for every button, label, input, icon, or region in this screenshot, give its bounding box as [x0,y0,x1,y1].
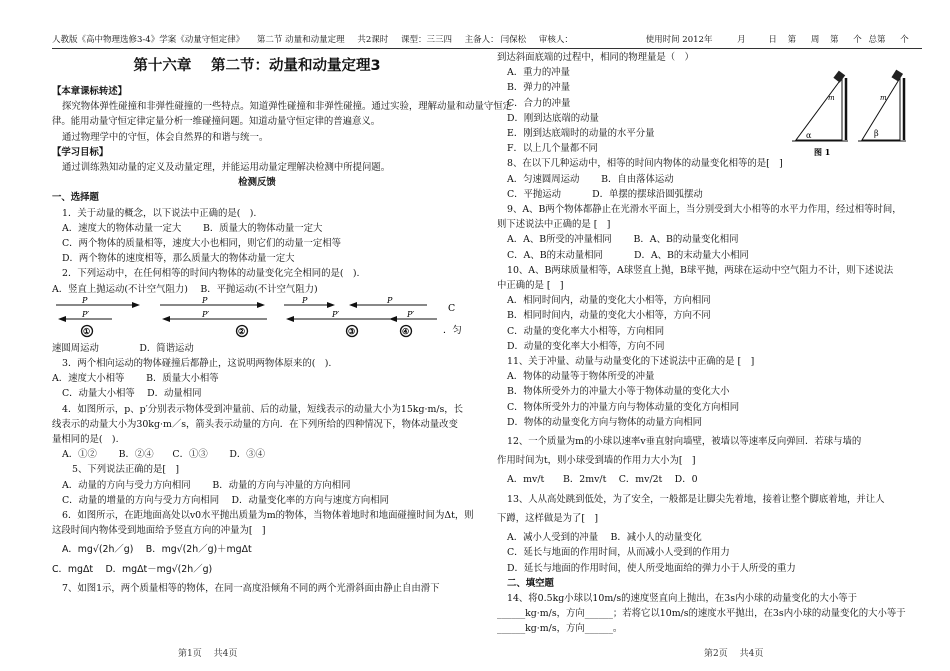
header-day: 日 [768,35,777,45]
q2-option-c-letter: C [448,302,456,314]
question-14-line-3: ______kg·m/s，方向______。 [497,623,623,635]
question-14-line-2: ______kg·m/s，方向______；若将它以10m/s的速度水平抛出，在3s内小球的动量变化的大小等于 [497,608,906,620]
goal-line-1: 通过训练熟知动量的定义及动量定理，并能运用动量定理解决检测中所提问题。 [62,162,391,174]
question-4-line-3: 量相同的是( ). [52,434,119,446]
page-header [52,33,922,49]
q7-continued: 到达斜面底端的过程中，相同的物理量是（ ） [497,52,694,63]
q13-option-c: C．延长与地面的作用时间，从而减小人受到的作用力 [507,547,730,559]
header-total-suffix: 个 [900,35,909,45]
incline-left [792,71,848,141]
q7-option-a: A．重力的冲量 [507,67,571,79]
question-6-line-2: 这段时间内物体受到地面给予竖直方向的冲量为[ ] [52,525,266,537]
header-num-prefix: 第 [830,35,839,45]
case-number: ③ [348,325,356,336]
q10-option-d: D．动量的变化率大小相等，方向不同 [507,340,665,352]
q5-option-cd: C．动量的增量的方向与受力方向相同 D．动量变化率的方向与速度方向相同 [62,494,390,506]
standard-line-1: 探究物体弹性碰撞和非弹性碰撞的一些特点。知道弹性碰撞和非弹性碰撞。通过实验，理解动量和动量守恒定 [62,101,513,113]
q7-option-c: C．合力的冲量 [507,97,571,109]
question-13-line-2: 下蹲，这样做是为了[ ] [497,512,599,524]
angle-beta-label: β [874,129,879,138]
q6-option-b: B．mg√(2h／g)＋mgΔt [145,544,252,556]
arrow-p-label: P [387,295,393,305]
q10-option-c: C．动量的变化率大小相等，方向相同 [507,325,665,337]
q2-option-ab: A．竖直上抛运动(不计空气阻力) B．平抛运动(不计空气阻力) [52,283,318,295]
q7-option-e: E．刚到达底端时的动量的水平分量 [507,128,655,140]
question-3: 3．两个相向运动的物体碰撞后都静止，这说明两物体原来的( ). [62,358,332,370]
case-number: ② [238,325,246,336]
section-fill: 二、填空题 [507,577,554,589]
arrow-pp-label: P′ [332,309,340,319]
q8-option-cd: C．平抛运动 D．单摆的摆球沿圆弧摆动 [507,188,703,200]
left-column [52,50,513,596]
header-preparer: 闫保松 [500,35,527,45]
q1-option-ab: A．速度大的物体动量一定大 B．质量大的物体动量一定大 [62,222,323,234]
block-icon [833,71,845,83]
question-10-line-2: 中正确的是 [ ] [497,280,564,292]
header-total: 共2课时 [357,35,389,45]
question-8: 8、在以下几种运动中，相等的时间内物体的动量变化相等的是[ ] [507,158,783,170]
q5-option-ab: A．动量的方向与受力方向相同 B．动量的方向与冲量的方向相同 [62,479,351,491]
incline-figure [792,70,912,162]
angle-alpha-label: α [806,131,812,140]
momentum-case-1 [56,296,140,337]
case-number: ④ [402,325,410,336]
header-week-prefix: 第 [787,35,797,45]
header-use-time: 使用时间 2012年 [645,35,713,45]
q9-option-cd: C．A、B的末动量相同 D．A、B的末动量大小相同 [507,249,749,261]
q6-option-a: A．mg√(2h／g) [62,544,134,556]
q11-option-d: D．物体的动量变化方向与物体的动量方向相同 [507,416,703,428]
arrow-p-label: P [302,295,308,305]
question-4-line-2: 线表示的动量大小为30kg·m／s，箭头表示动量的方向．在下列所给的四种情况下，物体动量改变 [52,418,458,430]
q6-option-ab [52,542,462,557]
q11-option-a: A．物体的动量等于物体所受的冲量 [507,371,655,383]
q6-option-cd [52,562,462,577]
momentum-case-2 [160,296,267,337]
question-4-line-1: 4．如图所示，p、p′分别表示物体受到冲量前、后的动量，短线表示的动量大小为15kg·m/s，长 [62,403,464,415]
header-lesson-type: 课型：三三四 [400,35,452,45]
header-reviewer: 审核人： [538,35,573,45]
q7-option-d: D．刚到达底端的动量 [507,112,599,124]
q6-option-c: C．mgΔt [52,563,94,575]
footer-right: 第2页 共4页 [704,649,764,659]
momentum-arrows-svg [52,297,462,341]
standard-line-3: 通过物理学中的守恒，体会自然界的和谐与统一。 [62,131,269,143]
question-2: 2．下列运动中，在任何相等的时间内物体的动量变化完全相同的是( ). [62,268,360,280]
section-goal: 【学习目标】 [52,146,109,158]
question-9-line-2: 则下述说法中正确的是 [ ] [497,219,611,231]
arrow-pp-label: P′ [82,309,90,319]
q12-options: A．mv/t B．2mv/t C．mv/2t D．0 [507,474,698,486]
question-12-line-2: 作用时间为t，则小球受到墙的作用力大小为[ ] [497,455,696,467]
question-13-line-1: 13、人从高处跳到低处，为了安全，一般都是让脚尖先着地，接着让整个脚底着地，并让人 [507,493,885,505]
check-heading: 检测反馈 [238,177,276,189]
q3-option-cd: C．动量大小相等 D．动量相同 [62,388,202,400]
header-unit: 第二节 动量和动量定理 [256,35,345,45]
q13-option-ab: A．减小人受到的冲量 B．减小人的动量变化 [507,532,702,544]
question-6-line-1: 6．如图所示，在距地面高处以v0水平抛出质量为m的物体，当物体着地时和地面碰撞时间为Δt，则 [62,510,474,522]
momentum-case-4 [349,296,437,337]
arrow-p-label: P [202,295,208,305]
q10-option-b: B．相同时间内，动量的变化大小相等，方向不同 [507,310,711,322]
q11-option-c: C．物体所受外力的冲量方向与物体动量的变化方向相同 [507,401,740,413]
q7-option-f: F．以上几个量都不同 [507,143,598,155]
standard-line-2: 律。能用动量守恒定律定量分析一维碰撞问题。知道动量守恒定律的普遍意义。 [52,116,381,128]
q2-option-c-cont: ．匀 [443,324,462,336]
arrow-pp-label: P′ [202,309,210,319]
header-book: 人教版《高中物理选修3-4》学案《动量守恒定律》 [52,35,245,45]
block-icon [891,70,903,82]
q7-option-b: B．弹力的冲量 [507,82,571,94]
header-prep-label: 主备人： [464,35,499,45]
section-choice: 一、选择题 [52,192,99,204]
q11-option-b: B．物体所受外力的冲量大小等于物体动量的变化大小 [507,386,730,398]
q1-option-d: D．两个物体的速度相等，那么质量大的物体动量一定大 [62,253,295,265]
question-11: 11、关于冲量、动量与动量变化的下述说法中正确的是 [ ] [507,356,755,368]
header-month: 月 [737,35,746,45]
question-10-line-1: 10、A、B两球质量相等，A球竖直上抛，B球平抛，两球在运动中空气阻力不计，则下述说法 [507,264,894,276]
header-num-suffix: 个 [853,35,862,45]
momentum-figure [52,297,462,341]
question-9-line-1: 9、A、B两个物体都静止在光滑水平面上，当分别受到大小相等的水平力作用，经过相等时间， [507,204,902,216]
section-standard: 【本章课标转述】 [52,86,128,97]
question-5: 5、下列说法正确的是[ ] [72,464,180,476]
q9-option-ab: A．A、B所受的冲量相同 B．A、B的动量变化相同 [507,234,739,246]
q1-option-c: C．两个物体的质量相等，速度大小也相同，则它们的动量一定相等 [62,238,342,250]
mass-label: m [880,94,887,102]
page-title: 第十六章 第二节：动量和动量定理3 [133,58,381,74]
q3-option-ab: A．速度大小相等 B．质量大小相等 [52,373,219,385]
footer-left: 第1页 共4页 [178,649,238,659]
arrow-p-label: P [82,295,88,305]
case-number: ① [83,325,91,336]
incline-right [858,70,906,141]
header-week: 周 [810,35,820,45]
arrow-pp-label: P′ [407,309,415,319]
question-12-line-1: 12、一个质量为m的小球以速率v垂直射向墙壁，被墙以等速率反向弹回．若球与墙的 [507,436,862,448]
mass-label: m [828,94,835,102]
q2-option-cd: 速圆周运动 D．简谐运动 [52,342,194,354]
question-14-line-1: 14、将0.5kg小球以10m/s的速度竖直向上抛出，在3s内小球的动量变化的大小等于 [507,592,857,604]
q8-option-ab: A．匀速圆周运动 B．自由落体运动 [507,173,674,185]
q13-option-d: D．延长与地面的作用时间，使人所受地面给的弹力小于人所受的重力 [507,562,796,574]
momentum-case-3 [284,296,390,337]
figure-caption: 图 1 [814,147,831,157]
question-1: 1．关于动量的概念，以下说法中正确的是( ). [62,207,257,219]
q10-option-a: A．相同时间内，动量的变化大小相等，方向相同 [507,295,711,307]
q4-options: A．①② B．②④ C．①③ D．③④ [62,449,266,461]
q6-option-d: D．mgΔt－mg√(2h／g) [105,563,213,575]
header-total-prefix: 总第 [868,35,886,45]
question-7: 7、如图1示，两个质量相等的物体，在同一高度沿倾角不同的两个光滑斜面由静止自由滑下 [62,582,440,594]
